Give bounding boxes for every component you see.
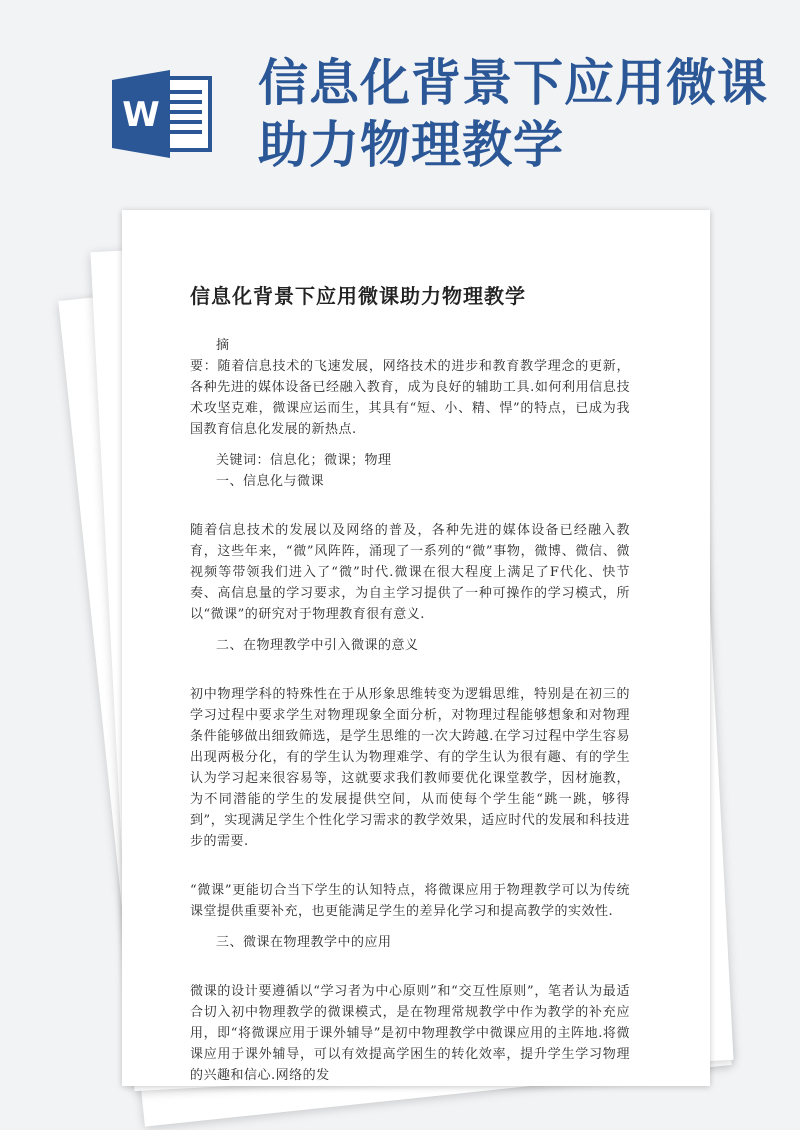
section-1-paragraph: 随着信息技术的发展以及网络的普及，各种先进的媒体设备已经融入教育，这些年来，“微”风阵阵，涌现了一系列的“微”事物，微博、微信、微视频等带领我们进入了“微”时代.微课在很大程度上满足了F代化、快节奏、高信息量的学习要求，为自主学习提供了一种可操作的学习模式，所以“微课”的研究对于物理教育很有意义. <box>190 523 630 622</box>
abstract-label: 摘 <box>216 338 230 353</box>
section-3-paragraph: 微课的设计要遵循以“学习者为中心原则”和“交互性原则”，笔者认为最适合切入初中物理教学的微课模式，是在物理常规教学中作为教学的补充应用，即“将微课应用于课外辅导”是初中物理教学中微课应用的主阵地.将微课应用于课外辅导，可以有效提高学困生的转化效率，提升学生学习物理的兴趣和信心.网络的发 <box>190 984 630 1083</box>
section-heading-3: 三、微课在物理教学中的应用 <box>216 935 392 950</box>
section-2-paragraph-2: “微课”更能切合当下学生的认知特点，将微课应用于物理教学可以为传统课堂提供重要补充，也更能满足学生的差异化学习和提高教学的实效性. <box>190 883 630 919</box>
abstract-text: 要：随着信息技术的飞速发展，网络技术的进步和教育教学理念的更新，各种先进的媒体设备已经融入教育，成为良好的辅助工具.如何利用信息技术攻坚克难，微课应运而生，其具有“短、小、精、悍”的特点，已成为我国教育信息化发展的新热点. <box>190 359 630 437</box>
document-title: 信息化背景下应用微课助力物理教学 <box>190 284 526 308</box>
section-heading-2: 二、在物理教学中引入微课的意义 <box>216 638 419 653</box>
banner-title: 信息化背景下应用微课助力物理教学 <box>258 54 768 174</box>
keywords: 关键词：信息化；微课；物理 <box>216 453 392 468</box>
section-2-paragraph-1: 初中物理学科的特殊性在于从形象思维转变为逻辑思维，特别是在初三的学习过程中要求学生对物理现象全面分析，对物理过程能够想象和对物理条件能够做出细致筛选，是学生思维的一次大跨越.在学习过程中学生容易出现两极分化，有的学生认为物理难学、有的学生认为很有趣、有的学生认为学习起来很容易等，这就要求我们教师要优化课堂教学，因材施教，为不同潜能的学生的发展提供空间，从而使每个学生能“跳一跳，够得到”，实现满足学生个性化学习需求的教学效果，适应时代的发展和科技进步的需要. <box>190 687 630 849</box>
section-heading-1: 一、信息化与微课 <box>216 474 325 489</box>
svg-text:W: W <box>122 95 160 135</box>
document-content <box>190 280 630 1086</box>
word-document-icon <box>108 68 216 160</box>
